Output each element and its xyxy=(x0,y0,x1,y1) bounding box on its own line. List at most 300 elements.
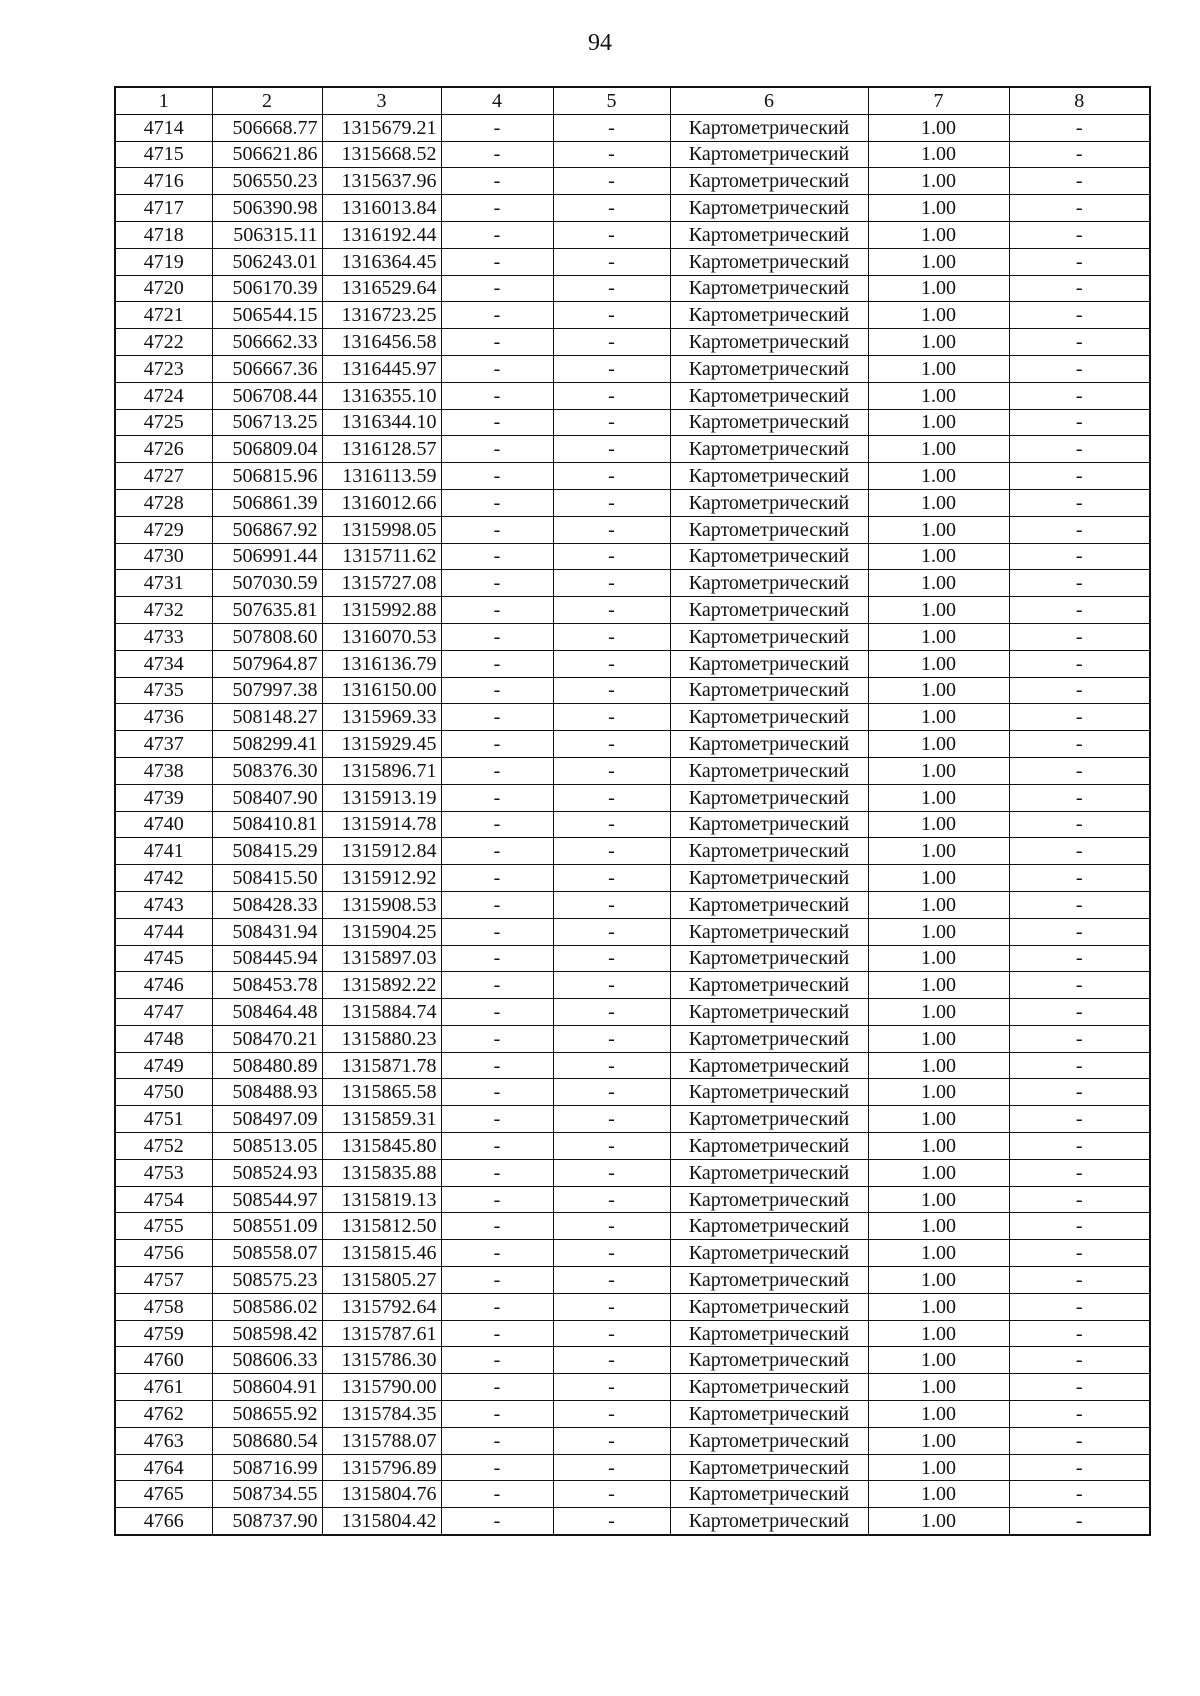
accuracy-cell: 1.00 xyxy=(868,1052,1009,1079)
accuracy-cell: 1.00 xyxy=(868,436,1009,463)
col8-cell: - xyxy=(1009,329,1150,356)
x-coordinate-cell: 506991.44 xyxy=(212,543,322,570)
col5-cell: - xyxy=(553,1240,670,1267)
point-number-cell: 4743 xyxy=(115,891,212,918)
column-header: 8 xyxy=(1009,87,1150,114)
point-number-cell: 4751 xyxy=(115,1106,212,1133)
col5-cell: - xyxy=(553,623,670,650)
col4-cell: - xyxy=(441,543,553,570)
x-coordinate-cell: 506315.11 xyxy=(212,221,322,248)
y-coordinate-cell: 1315787.61 xyxy=(322,1320,441,1347)
point-number-cell: 4754 xyxy=(115,1186,212,1213)
col8-cell: - xyxy=(1009,1159,1150,1186)
col5-cell: - xyxy=(553,1427,670,1454)
col8-cell: - xyxy=(1009,221,1150,248)
x-coordinate-cell: 506815.96 xyxy=(212,463,322,490)
method-cell: Картометрический xyxy=(670,1267,868,1294)
col8-cell: - xyxy=(1009,195,1150,222)
col4-cell: - xyxy=(441,1052,553,1079)
col8-cell: - xyxy=(1009,516,1150,543)
accuracy-cell: 1.00 xyxy=(868,1347,1009,1374)
x-coordinate-cell: 508586.02 xyxy=(212,1293,322,1320)
col4-cell: - xyxy=(441,114,553,141)
accuracy-cell: 1.00 xyxy=(868,1293,1009,1320)
table-row xyxy=(115,248,1150,275)
x-coordinate-cell: 508558.07 xyxy=(212,1240,322,1267)
col5-cell: - xyxy=(553,409,670,436)
table-row xyxy=(115,811,1150,838)
y-coordinate-cell: 1315790.00 xyxy=(322,1374,441,1401)
col5-cell: - xyxy=(553,1025,670,1052)
col4-cell: - xyxy=(441,302,553,329)
col4-cell: - xyxy=(441,1079,553,1106)
page-number: 94 xyxy=(588,30,612,56)
col4-cell: - xyxy=(441,650,553,677)
col4-cell: - xyxy=(441,784,553,811)
point-number-cell: 4766 xyxy=(115,1508,212,1535)
col8-cell: - xyxy=(1009,731,1150,758)
point-number-cell: 4727 xyxy=(115,463,212,490)
col8-cell: - xyxy=(1009,838,1150,865)
col5-cell: - xyxy=(553,1106,670,1133)
method-cell: Картометрический xyxy=(670,221,868,248)
method-cell: Картометрический xyxy=(670,945,868,972)
x-coordinate-cell: 508734.55 xyxy=(212,1481,322,1508)
x-coordinate-cell: 508415.50 xyxy=(212,865,322,892)
table-row xyxy=(115,1133,1150,1160)
point-number-cell: 4753 xyxy=(115,1159,212,1186)
accuracy-cell: 1.00 xyxy=(868,865,1009,892)
col8-cell: - xyxy=(1009,704,1150,731)
point-number-cell: 4745 xyxy=(115,945,212,972)
col4-cell: - xyxy=(441,891,553,918)
y-coordinate-cell: 1315969.33 xyxy=(322,704,441,731)
col5-cell: - xyxy=(553,1079,670,1106)
col8-cell: - xyxy=(1009,1133,1150,1160)
point-number-cell: 4731 xyxy=(115,570,212,597)
method-cell: Картометрический xyxy=(670,436,868,463)
point-number-cell: 4719 xyxy=(115,248,212,275)
accuracy-cell: 1.00 xyxy=(868,623,1009,650)
col8-cell: - xyxy=(1009,865,1150,892)
table-row xyxy=(115,302,1150,329)
accuracy-cell: 1.00 xyxy=(868,731,1009,758)
col8-cell: - xyxy=(1009,436,1150,463)
point-number-cell: 4739 xyxy=(115,784,212,811)
col8-cell: - xyxy=(1009,543,1150,570)
accuracy-cell: 1.00 xyxy=(868,1079,1009,1106)
point-number-cell: 4765 xyxy=(115,1481,212,1508)
accuracy-cell: 1.00 xyxy=(868,1106,1009,1133)
x-coordinate-cell: 507808.60 xyxy=(212,623,322,650)
point-number-cell: 4717 xyxy=(115,195,212,222)
point-number-cell: 4748 xyxy=(115,1025,212,1052)
method-cell: Картометрический xyxy=(670,570,868,597)
table-row xyxy=(115,1025,1150,1052)
method-cell: Картометрический xyxy=(670,1454,868,1481)
method-cell: Картометрический xyxy=(670,1374,868,1401)
accuracy-cell: 1.00 xyxy=(868,1508,1009,1535)
y-coordinate-cell: 1315912.92 xyxy=(322,865,441,892)
col8-cell: - xyxy=(1009,1079,1150,1106)
col5-cell: - xyxy=(553,1401,670,1428)
y-coordinate-cell: 1315711.62 xyxy=(322,543,441,570)
table-row xyxy=(115,275,1150,302)
x-coordinate-cell: 508410.81 xyxy=(212,811,322,838)
x-coordinate-cell: 506667.36 xyxy=(212,355,322,382)
table-row xyxy=(115,221,1150,248)
accuracy-cell: 1.00 xyxy=(868,650,1009,677)
col5-cell: - xyxy=(553,784,670,811)
accuracy-cell: 1.00 xyxy=(868,1320,1009,1347)
point-number-cell: 4742 xyxy=(115,865,212,892)
point-number-cell: 4721 xyxy=(115,302,212,329)
point-number-cell: 4762 xyxy=(115,1401,212,1428)
col8-cell: - xyxy=(1009,677,1150,704)
x-coordinate-cell: 508431.94 xyxy=(212,918,322,945)
y-coordinate-cell: 1315904.25 xyxy=(322,918,441,945)
col4-cell: - xyxy=(441,1454,553,1481)
x-coordinate-cell: 506809.04 xyxy=(212,436,322,463)
x-coordinate-cell: 508407.90 xyxy=(212,784,322,811)
col5-cell: - xyxy=(553,436,670,463)
col8-cell: - xyxy=(1009,597,1150,624)
method-cell: Картометрический xyxy=(670,784,868,811)
point-number-cell: 4733 xyxy=(115,623,212,650)
method-cell: Картометрический xyxy=(670,1025,868,1052)
x-coordinate-cell: 506668.77 xyxy=(212,114,322,141)
col4-cell: - xyxy=(441,409,553,436)
col8-cell: - xyxy=(1009,489,1150,516)
x-coordinate-cell: 507997.38 xyxy=(212,677,322,704)
point-number-cell: 4718 xyxy=(115,221,212,248)
col4-cell: - xyxy=(441,1240,553,1267)
column-header: 1 xyxy=(115,87,212,114)
col8-cell: - xyxy=(1009,168,1150,195)
col5-cell: - xyxy=(553,329,670,356)
method-cell: Картометрический xyxy=(670,1240,868,1267)
y-coordinate-cell: 1316150.00 xyxy=(322,677,441,704)
col5-cell: - xyxy=(553,114,670,141)
y-coordinate-cell: 1315914.78 xyxy=(322,811,441,838)
y-coordinate-cell: 1315835.88 xyxy=(322,1159,441,1186)
table-row xyxy=(115,489,1150,516)
table-body xyxy=(115,114,1150,1535)
point-number-cell: 4729 xyxy=(115,516,212,543)
accuracy-cell: 1.00 xyxy=(868,757,1009,784)
method-cell: Картометрический xyxy=(670,1427,868,1454)
col8-cell: - xyxy=(1009,302,1150,329)
x-coordinate-cell: 508716.99 xyxy=(212,1454,322,1481)
x-coordinate-cell: 506544.15 xyxy=(212,302,322,329)
col8-cell: - xyxy=(1009,1427,1150,1454)
point-number-cell: 4735 xyxy=(115,677,212,704)
y-coordinate-cell: 1315792.64 xyxy=(322,1293,441,1320)
accuracy-cell: 1.00 xyxy=(868,918,1009,945)
accuracy-cell: 1.00 xyxy=(868,275,1009,302)
y-coordinate-cell: 1315796.89 xyxy=(322,1454,441,1481)
col4-cell: - xyxy=(441,945,553,972)
point-number-cell: 4755 xyxy=(115,1213,212,1240)
method-cell: Картометрический xyxy=(670,623,868,650)
col5-cell: - xyxy=(553,168,670,195)
method-cell: Картометрический xyxy=(670,1079,868,1106)
col4-cell: - xyxy=(441,1025,553,1052)
accuracy-cell: 1.00 xyxy=(868,811,1009,838)
y-coordinate-cell: 1315896.71 xyxy=(322,757,441,784)
table-row xyxy=(115,1159,1150,1186)
point-number-cell: 4758 xyxy=(115,1293,212,1320)
point-number-cell: 4752 xyxy=(115,1133,212,1160)
accuracy-cell: 1.00 xyxy=(868,1133,1009,1160)
col5-cell: - xyxy=(553,757,670,784)
col4-cell: - xyxy=(441,1401,553,1428)
col4-cell: - xyxy=(441,382,553,409)
y-coordinate-cell: 1315884.74 xyxy=(322,999,441,1026)
point-number-cell: 4759 xyxy=(115,1320,212,1347)
table-row xyxy=(115,1079,1150,1106)
col5-cell: - xyxy=(553,1052,670,1079)
col8-cell: - xyxy=(1009,355,1150,382)
x-coordinate-cell: 506861.39 xyxy=(212,489,322,516)
y-coordinate-cell: 1315637.96 xyxy=(322,168,441,195)
table-row xyxy=(115,838,1150,865)
col8-cell: - xyxy=(1009,1481,1150,1508)
table-row xyxy=(115,757,1150,784)
col4-cell: - xyxy=(441,1159,553,1186)
y-coordinate-cell: 1315992.88 xyxy=(322,597,441,624)
y-coordinate-cell: 1315908.53 xyxy=(322,891,441,918)
method-cell: Картометрический xyxy=(670,1133,868,1160)
y-coordinate-cell: 1315859.31 xyxy=(322,1106,441,1133)
col8-cell: - xyxy=(1009,1267,1150,1294)
method-cell: Картометрический xyxy=(670,1347,868,1374)
accuracy-cell: 1.00 xyxy=(868,248,1009,275)
y-coordinate-cell: 1316128.57 xyxy=(322,436,441,463)
col4-cell: - xyxy=(441,597,553,624)
x-coordinate-cell: 508544.97 xyxy=(212,1186,322,1213)
col4-cell: - xyxy=(441,463,553,490)
accuracy-cell: 1.00 xyxy=(868,1159,1009,1186)
accuracy-cell: 1.00 xyxy=(868,463,1009,490)
y-coordinate-cell: 1316192.44 xyxy=(322,221,441,248)
col4-cell: - xyxy=(441,436,553,463)
col5-cell: - xyxy=(553,1293,670,1320)
col5-cell: - xyxy=(553,918,670,945)
method-cell: Картометрический xyxy=(670,1159,868,1186)
y-coordinate-cell: 1316456.58 xyxy=(322,329,441,356)
y-coordinate-cell: 1315668.52 xyxy=(322,141,441,168)
col8-cell: - xyxy=(1009,1240,1150,1267)
method-cell: Картометрический xyxy=(670,463,868,490)
accuracy-cell: 1.00 xyxy=(868,302,1009,329)
col8-cell: - xyxy=(1009,1347,1150,1374)
method-cell: Картометрический xyxy=(670,248,868,275)
col8-cell: - xyxy=(1009,811,1150,838)
point-number-cell: 4761 xyxy=(115,1374,212,1401)
accuracy-cell: 1.00 xyxy=(868,1481,1009,1508)
y-coordinate-cell: 1315804.42 xyxy=(322,1508,441,1535)
accuracy-cell: 1.00 xyxy=(868,195,1009,222)
table-row xyxy=(115,1374,1150,1401)
method-cell: Картометрический xyxy=(670,355,868,382)
y-coordinate-cell: 1315897.03 xyxy=(322,945,441,972)
accuracy-cell: 1.00 xyxy=(868,382,1009,409)
table-row xyxy=(115,409,1150,436)
accuracy-cell: 1.00 xyxy=(868,570,1009,597)
point-number-cell: 4740 xyxy=(115,811,212,838)
method-cell: Картометрический xyxy=(670,1508,868,1535)
point-number-cell: 4730 xyxy=(115,543,212,570)
accuracy-cell: 1.00 xyxy=(868,704,1009,731)
column-header: 2 xyxy=(212,87,322,114)
method-cell: Картометрический xyxy=(670,918,868,945)
col5-cell: - xyxy=(553,1133,670,1160)
accuracy-cell: 1.00 xyxy=(868,1401,1009,1428)
accuracy-cell: 1.00 xyxy=(868,972,1009,999)
accuracy-cell: 1.00 xyxy=(868,114,1009,141)
y-coordinate-cell: 1315784.35 xyxy=(322,1401,441,1428)
y-coordinate-cell: 1316113.59 xyxy=(322,463,441,490)
table-row xyxy=(115,114,1150,141)
y-coordinate-cell: 1315812.50 xyxy=(322,1213,441,1240)
col4-cell: - xyxy=(441,918,553,945)
table-header-row xyxy=(115,87,1150,114)
y-coordinate-cell: 1315815.46 xyxy=(322,1240,441,1267)
col4-cell: - xyxy=(441,623,553,650)
y-coordinate-cell: 1316355.10 xyxy=(322,382,441,409)
y-coordinate-cell: 1315913.19 xyxy=(322,784,441,811)
col8-cell: - xyxy=(1009,248,1150,275)
point-number-cell: 4734 xyxy=(115,650,212,677)
col8-cell: - xyxy=(1009,623,1150,650)
table-row xyxy=(115,891,1150,918)
table-row xyxy=(115,1293,1150,1320)
point-number-cell: 4724 xyxy=(115,382,212,409)
col5-cell: - xyxy=(553,597,670,624)
table-row xyxy=(115,865,1150,892)
method-cell: Картометрический xyxy=(670,329,868,356)
col8-cell: - xyxy=(1009,1106,1150,1133)
table-row xyxy=(115,516,1150,543)
point-number-cell: 4716 xyxy=(115,168,212,195)
col5-cell: - xyxy=(553,1508,670,1535)
table-row xyxy=(115,1240,1150,1267)
column-header: 3 xyxy=(322,87,441,114)
point-number-cell: 4722 xyxy=(115,329,212,356)
col8-cell: - xyxy=(1009,1508,1150,1535)
table-row xyxy=(115,918,1150,945)
table-row xyxy=(115,623,1150,650)
method-cell: Картометрический xyxy=(670,1293,868,1320)
y-coordinate-cell: 1315998.05 xyxy=(322,516,441,543)
col4-cell: - xyxy=(441,489,553,516)
col4-cell: - xyxy=(441,168,553,195)
x-coordinate-cell: 508551.09 xyxy=(212,1213,322,1240)
col4-cell: - xyxy=(441,1481,553,1508)
col8-cell: - xyxy=(1009,1052,1150,1079)
method-cell: Картометрический xyxy=(670,382,868,409)
method-cell: Картометрический xyxy=(670,275,868,302)
table-row xyxy=(115,543,1150,570)
x-coordinate-cell: 508376.30 xyxy=(212,757,322,784)
col4-cell: - xyxy=(441,1106,553,1133)
accuracy-cell: 1.00 xyxy=(868,1454,1009,1481)
col5-cell: - xyxy=(553,865,670,892)
col4-cell: - xyxy=(441,570,553,597)
method-cell: Картометрический xyxy=(670,489,868,516)
table-row xyxy=(115,650,1150,677)
method-cell: Картометрический xyxy=(670,865,868,892)
x-coordinate-cell: 508655.92 xyxy=(212,1401,322,1428)
method-cell: Картометрический xyxy=(670,1213,868,1240)
y-coordinate-cell: 1315788.07 xyxy=(322,1427,441,1454)
method-cell: Картометрический xyxy=(670,757,868,784)
col4-cell: - xyxy=(441,731,553,758)
col5-cell: - xyxy=(553,302,670,329)
x-coordinate-cell: 508737.90 xyxy=(212,1508,322,1535)
method-cell: Картометрический xyxy=(670,677,868,704)
point-number-cell: 4737 xyxy=(115,731,212,758)
col8-cell: - xyxy=(1009,141,1150,168)
col4-cell: - xyxy=(441,1427,553,1454)
col5-cell: - xyxy=(553,999,670,1026)
accuracy-cell: 1.00 xyxy=(868,677,1009,704)
table-row xyxy=(115,677,1150,704)
accuracy-cell: 1.00 xyxy=(868,784,1009,811)
point-number-cell: 4736 xyxy=(115,704,212,731)
point-number-cell: 4732 xyxy=(115,597,212,624)
table-row xyxy=(115,1454,1150,1481)
y-coordinate-cell: 1315871.78 xyxy=(322,1052,441,1079)
col8-cell: - xyxy=(1009,1454,1150,1481)
col8-cell: - xyxy=(1009,1401,1150,1428)
table-row xyxy=(115,382,1150,409)
column-header: 7 xyxy=(868,87,1009,114)
point-number-cell: 4757 xyxy=(115,1267,212,1294)
coordinates-table xyxy=(114,86,1151,1536)
x-coordinate-cell: 508598.42 xyxy=(212,1320,322,1347)
col4-cell: - xyxy=(441,757,553,784)
method-cell: Картометрический xyxy=(670,999,868,1026)
col4-cell: - xyxy=(441,516,553,543)
col8-cell: - xyxy=(1009,409,1150,436)
col4-cell: - xyxy=(441,141,553,168)
col5-cell: - xyxy=(553,355,670,382)
col5-cell: - xyxy=(553,1481,670,1508)
col5-cell: - xyxy=(553,1454,670,1481)
x-coordinate-cell: 507635.81 xyxy=(212,597,322,624)
col5-cell: - xyxy=(553,972,670,999)
col5-cell: - xyxy=(553,248,670,275)
table-row xyxy=(115,1481,1150,1508)
y-coordinate-cell: 1315786.30 xyxy=(322,1347,441,1374)
method-cell: Картометрический xyxy=(670,543,868,570)
y-coordinate-cell: 1315865.58 xyxy=(322,1079,441,1106)
accuracy-cell: 1.00 xyxy=(868,1213,1009,1240)
y-coordinate-cell: 1315845.80 xyxy=(322,1133,441,1160)
col4-cell: - xyxy=(441,704,553,731)
col5-cell: - xyxy=(553,221,670,248)
col5-cell: - xyxy=(553,731,670,758)
col4-cell: - xyxy=(441,677,553,704)
method-cell: Картометрический xyxy=(670,1481,868,1508)
point-number-cell: 4714 xyxy=(115,114,212,141)
col4-cell: - xyxy=(441,248,553,275)
point-number-cell: 4746 xyxy=(115,972,212,999)
col5-cell: - xyxy=(553,811,670,838)
col4-cell: - xyxy=(441,1347,553,1374)
